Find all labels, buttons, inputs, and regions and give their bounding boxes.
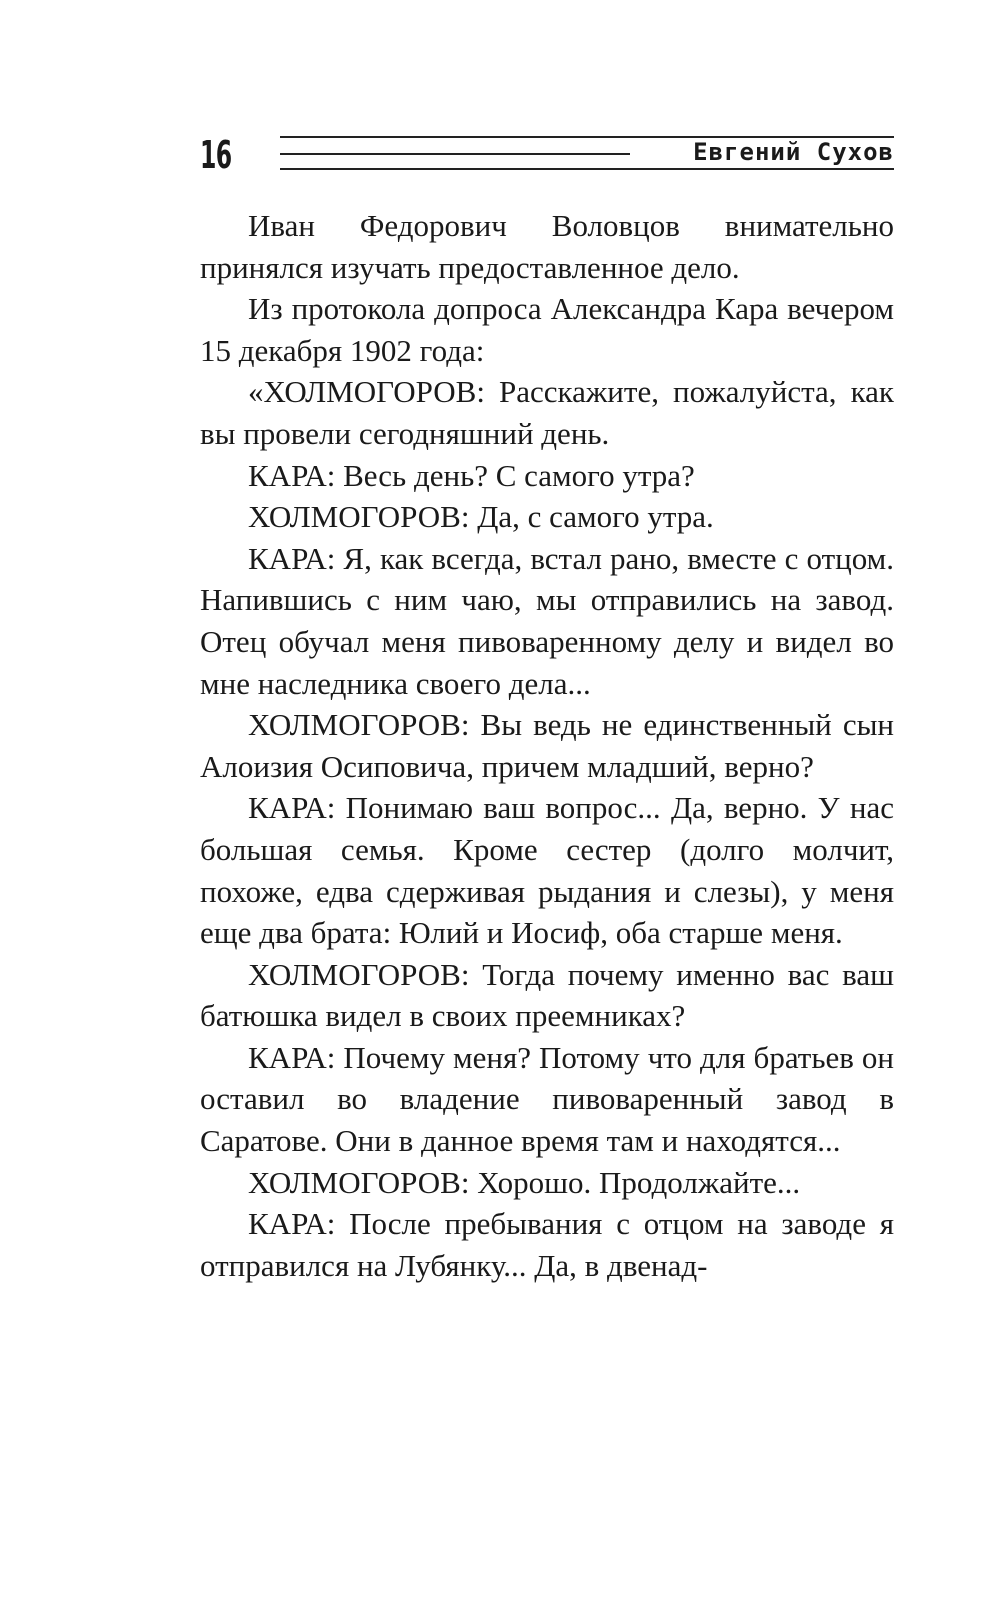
paragraph: КАРА: Понимаю ваш вопрос... Да, верно. У нас большая семья. Кроме сестер (долго молчит, похоже, едва сдерживая рыдания и слезы), у меня еще два брата: Юлий и Иосиф, оба старше меня. <box>200 790 894 951</box>
header-rule-bottom <box>280 168 894 170</box>
author-name: Евгений Сухов <box>677 138 894 166</box>
paragraph: ХОЛМОГОРОВ: Хорошо. Продолжайте... <box>248 1164 801 1200</box>
paragraph: Из протокола допроса Александра Кара вечером 15 декабря 1902 года: <box>200 291 894 368</box>
paragraph: ХОЛМОГОРОВ: Вы ведь не единственный сын Алоизия Осиповича, причем младший, верно? <box>200 707 894 784</box>
paragraph: КАРА: После пребывания с отцом на заводе я отправился на Лубянку... Да, в двенад- <box>200 1206 894 1283</box>
body-text <box>200 205 894 1286</box>
paragraph: ХОЛМОГОРОВ: Тогда почему именно вас ваш батюшка видел в своих преемниках? <box>200 956 894 1034</box>
paragraph: КАРА: Весь день? С самого утра? <box>248 457 695 493</box>
header-rule-middle <box>280 153 630 155</box>
paragraph: ХОЛМОГОРОВ: Да, с самого утра. <box>248 499 714 535</box>
paragraph: «ХОЛМОГОРОВ: Расскажите, пожалуйста, как вы провели сегодняшний день. <box>200 374 894 451</box>
running-header <box>200 135 894 175</box>
page-number: 16 <box>200 133 232 177</box>
paragraph: КАРА: Почему меня? Потому что для братьев он оставил во владение пивоваренный завод в Саратове. Они в данное время там и находятся... <box>200 1039 894 1159</box>
paragraph: КАРА: Я, как всегда, встал рано, вместе с отцом. Напившись с ним чаю, мы отправились на завод. Отец обучал меня пивоваренному делу и видел во мне наследника своего дела... <box>200 540 894 701</box>
paragraph: Иван Федорович Воловцов внимательно принялся изучать предоставленное дело. <box>200 208 894 285</box>
